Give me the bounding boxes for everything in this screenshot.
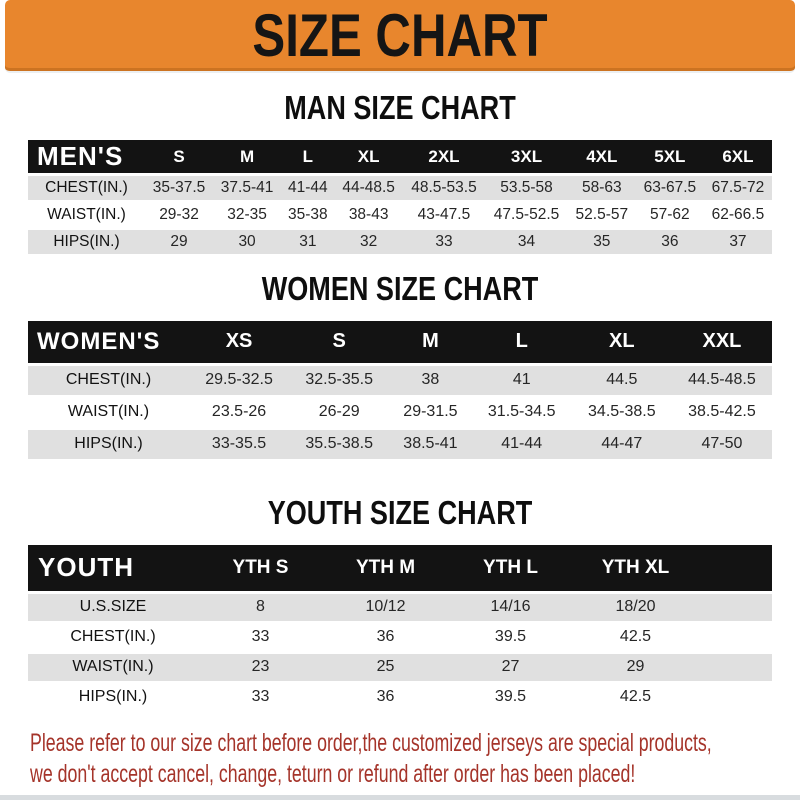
women-col-header: S	[289, 321, 389, 365]
men-col-header: XL	[335, 140, 403, 175]
size-value: 34	[485, 229, 568, 255]
size-value: 30	[213, 229, 281, 255]
size-value: 58-63	[568, 175, 636, 202]
size-value: 57-62	[636, 202, 704, 229]
size-value: 35-38	[281, 202, 335, 229]
size-value: 43-47.5	[403, 202, 486, 229]
spacer-cell	[698, 682, 772, 711]
size-value: 44.5-48.5	[672, 364, 772, 396]
men-col-header: 5XL	[636, 140, 704, 175]
size-value: 29.5-32.5	[189, 364, 289, 396]
women-col-header: L	[472, 321, 572, 365]
men-col-header: 6XL	[704, 140, 772, 175]
size-value: 35-37.5	[145, 175, 213, 202]
men-col-header: M	[213, 140, 281, 175]
women-section	[0, 271, 800, 307]
men-header-row	[28, 140, 772, 175]
women-col-header: XL	[572, 321, 672, 365]
youth-section-heading: YOUTH SIZE CHART	[267, 493, 533, 531]
row-label: HIPS(IN.)	[28, 682, 198, 711]
spacer-cell	[698, 592, 772, 622]
row-label: HIPS(IN.)	[28, 428, 189, 459]
size-value: 31.5-34.5	[472, 396, 572, 428]
size-value: 36	[323, 682, 448, 711]
size-value: 25	[323, 652, 448, 682]
size-value: 44-48.5	[335, 175, 403, 202]
women-col-header: XXL	[672, 321, 772, 365]
size-value: 29-32	[145, 202, 213, 229]
size-value: 39.5	[448, 682, 573, 711]
women-col-header: XS	[189, 321, 289, 365]
spacer-cell	[698, 652, 772, 682]
size-value: 52.5-57	[568, 202, 636, 229]
footer-note-line2: we don't accept cancel, change, teturn or refund after order has been placed!	[30, 759, 636, 788]
row-label: CHEST(IN.)	[28, 364, 189, 396]
table-row	[28, 622, 772, 652]
table-row	[28, 396, 772, 428]
size-value: 37.5-41	[213, 175, 281, 202]
footer-note-line1: Please refer to our size chart before order,the customized jerseys are special products,	[30, 728, 712, 757]
women-header-row	[28, 321, 772, 365]
size-value: 35.5-38.5	[289, 428, 389, 459]
footer-note	[30, 728, 712, 790]
row-label: WAIST(IN.)	[28, 396, 189, 428]
size-value: 29	[145, 229, 213, 255]
size-value: 41	[472, 364, 572, 396]
table-row	[28, 364, 772, 396]
spacer-cell	[698, 545, 772, 593]
size-value: 33	[403, 229, 486, 255]
size-value: 29-31.5	[389, 396, 471, 428]
men-col-header: 3XL	[485, 140, 568, 175]
youth-col-header: YTH S	[198, 545, 323, 593]
size-value: 41-44	[472, 428, 572, 459]
size-value: 32-35	[213, 202, 281, 229]
men-section	[0, 90, 800, 126]
size-value: 38.5-41	[389, 428, 471, 459]
women-size-table	[28, 321, 772, 459]
size-value: 8	[198, 592, 323, 622]
size-value: 38.5-42.5	[672, 396, 772, 428]
women-section-heading: WOMEN SIZE CHART	[261, 270, 539, 308]
size-value: 44.5	[572, 364, 672, 396]
row-label: CHEST(IN.)	[28, 175, 145, 202]
table-row	[28, 652, 772, 682]
women-group-label: WOMEN'S	[28, 321, 189, 365]
youth-col-header: YTH M	[323, 545, 448, 593]
size-value: 67.5-72	[704, 175, 772, 202]
youth-group-label: YOUTH	[28, 545, 198, 593]
size-value: 34.5-38.5	[572, 396, 672, 428]
youth-header-row	[28, 545, 772, 593]
size-value: 38	[389, 364, 471, 396]
spacer-cell	[698, 622, 772, 652]
men-section-heading: MAN SIZE CHART	[284, 89, 516, 126]
youth-size-table	[28, 545, 772, 711]
size-value: 35	[568, 229, 636, 255]
size-value: 33	[198, 622, 323, 652]
women-col-header: M	[389, 321, 471, 365]
row-label: CHEST(IN.)	[28, 622, 198, 652]
size-value: 32	[335, 229, 403, 255]
size-chart-banner	[5, 0, 795, 73]
size-value: 23.5-26	[189, 396, 289, 428]
size-value: 14/16	[448, 592, 573, 622]
size-value: 33-35.5	[189, 428, 289, 459]
size-value: 36	[323, 622, 448, 652]
men-group-label: MEN'S	[28, 140, 145, 175]
table-row	[28, 592, 772, 622]
size-value: 18/20	[573, 592, 698, 622]
size-value: 29	[573, 652, 698, 682]
size-value: 63-67.5	[636, 175, 704, 202]
size-value: 53.5-58	[485, 175, 568, 202]
size-value: 32.5-35.5	[289, 364, 389, 396]
size-value: 36	[636, 229, 704, 255]
youth-col-header: YTH XL	[573, 545, 698, 593]
men-col-header: 2XL	[403, 140, 486, 175]
size-value: 37	[704, 229, 772, 255]
table-row	[28, 682, 772, 711]
table-row	[28, 229, 772, 255]
table-row	[28, 202, 772, 229]
size-value: 23	[198, 652, 323, 682]
table-row	[28, 175, 772, 202]
page-title: SIZE CHART	[252, 1, 548, 69]
men-size-table	[28, 140, 772, 254]
men-col-header: S	[145, 140, 213, 175]
size-value: 42.5	[573, 622, 698, 652]
youth-col-header: YTH L	[448, 545, 573, 593]
size-value: 31	[281, 229, 335, 255]
row-label: U.S.SIZE	[28, 592, 198, 622]
size-value: 62-66.5	[704, 202, 772, 229]
size-value: 42.5	[573, 682, 698, 711]
row-label: WAIST(IN.)	[28, 202, 145, 229]
size-value: 48.5-53.5	[403, 175, 486, 202]
size-value: 41-44	[281, 175, 335, 202]
size-value: 10/12	[323, 592, 448, 622]
youth-section	[0, 495, 800, 531]
size-value: 33	[198, 682, 323, 711]
row-label: HIPS(IN.)	[28, 229, 145, 255]
size-value: 47-50	[672, 428, 772, 459]
size-value: 39.5	[448, 622, 573, 652]
size-value: 44-47	[572, 428, 672, 459]
men-col-header: L	[281, 140, 335, 175]
men-col-header: 4XL	[568, 140, 636, 175]
size-value: 26-29	[289, 396, 389, 428]
size-value: 38-43	[335, 202, 403, 229]
size-value: 27	[448, 652, 573, 682]
table-row	[28, 428, 772, 459]
bottom-divider	[0, 795, 800, 800]
size-value: 47.5-52.5	[485, 202, 568, 229]
row-label: WAIST(IN.)	[28, 652, 198, 682]
